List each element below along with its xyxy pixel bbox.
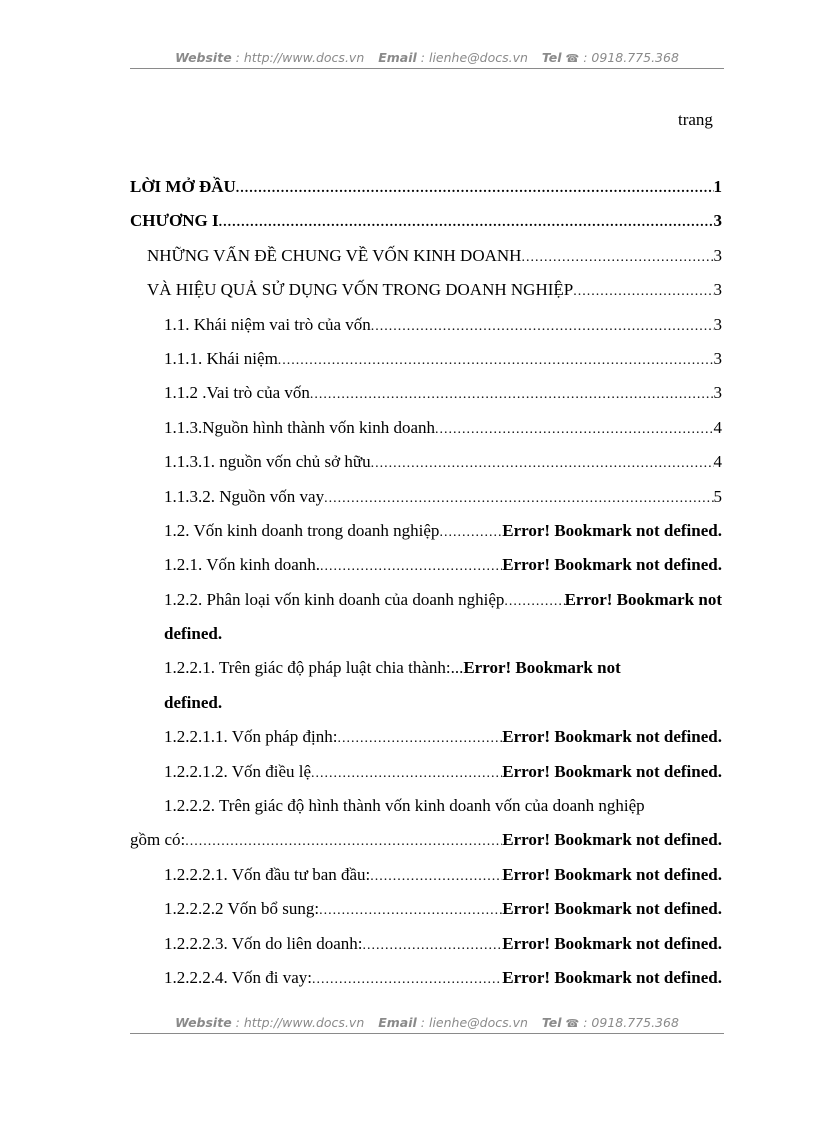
toc-entry[interactable]: 1.2.2. Phân loại vốn kinh doanh của doanh nghiệp ..... Error! Bookmark not defined.	[130, 583, 722, 652]
toc-entry[interactable]: 1.1.3.2. Nguồn vốn vay ..... 5	[130, 480, 722, 514]
toc-entry[interactable]: 1.2.2.1.1. Vốn pháp định: ..... Error! Bookmark not defined.	[130, 720, 722, 754]
toc-entry[interactable]: 1.2.1. Vốn kinh doanh. ..... Error! Bookmark not defined.	[130, 548, 722, 582]
toc-entry[interactable]: 1.1.1. Khái niệm ..... 3	[130, 342, 722, 376]
error-text: Error! Bookmark not defined.	[502, 864, 722, 884]
toc-entry[interactable]: 1.2.2.2.3. Vốn do liên doanh: ..... Error! Bookmark not defined.	[130, 927, 722, 961]
website-label: Website	[175, 1015, 232, 1030]
toc-entry[interactable]: 1.2.2.2.4. Vốn đi vay: ..... Error! Bookmark not defined.	[130, 961, 722, 995]
toc-entry[interactable]: NHỮNG VẤN ĐỀ CHUNG VỀ VỐN KINH DOANH ..... 3	[130, 239, 722, 273]
toc-entry[interactable]: 1.2.2.2.2 Vốn bổ sung: ..... Error! Bookmark not defined.	[130, 892, 722, 926]
table-of-contents	[130, 170, 722, 995]
phone-icon: ☎	[565, 52, 580, 65]
page-footer	[130, 1015, 724, 1034]
toc-entry[interactable]: 1.2.2.1. Trên giác độ pháp luật chia thành:...Error! Bookmark not defined.	[130, 651, 722, 720]
error-text: defined.	[164, 692, 223, 712]
error-text: Error! Bookmark not defined.	[502, 520, 722, 540]
error-text: Error! Bookmark not	[463, 658, 621, 678]
website-label: Website	[175, 50, 232, 65]
page-column-label: trang	[678, 110, 713, 129]
error-text: Error! Bookmark not defined.	[502, 933, 722, 953]
error-text: Error! Bookmark not defined.	[502, 727, 722, 747]
toc-entry[interactable]: LỜI MỞ ĐẦU ..... 1	[130, 170, 722, 204]
email-label: Email	[378, 1015, 417, 1030]
toc-entry[interactable]: 1.2.2.1.2. Vốn điều lệ ..... Error! Bookmark not defined.	[130, 755, 722, 789]
error-text: defined.	[164, 624, 223, 644]
toc-entry[interactable]: 1.2.2.2.1. Vốn đầu tư ban đầu: ..... Error! Bookmark not defined.	[130, 858, 722, 892]
error-text: Error! Bookmark not defined.	[502, 830, 722, 850]
toc-entry[interactable]: 1.1.2 .Vai trò của vốn ..... 3	[130, 376, 722, 410]
page-header	[130, 50, 724, 69]
toc-entry[interactable]: 1.2. Vốn kinh doanh trong doanh nghiệp ..... Error! Bookmark not defined.	[130, 514, 722, 548]
error-text: Error! Bookmark not defined.	[502, 761, 722, 781]
tel-value: : 0918.775.368	[583, 1015, 679, 1030]
email-label: Email	[378, 50, 417, 65]
error-text: Error! Bookmark not defined.	[502, 968, 722, 988]
tel-value: : 0918.775.368	[583, 50, 679, 65]
toc-entry[interactable]: 1.2.2.2. Trên giác độ hình thành vốn kinh doanh vốn của doanh nghiệp gồm có: ..... Error! Bookmark not defined.	[130, 789, 722, 858]
error-text: Error! Bookmark not	[564, 589, 722, 609]
toc-entry[interactable]: 1.1.3.1. nguồn vốn chủ sở hữu ..... 4	[130, 445, 722, 479]
tel-label: Tel	[541, 1015, 562, 1030]
phone-icon: ☎	[565, 1017, 580, 1030]
email-value: : lienhe@docs.vn	[420, 50, 528, 65]
tel-label: Tel	[541, 50, 562, 65]
toc-entry[interactable]: 1.1.3.Nguồn hình thành vốn kinh doanh ..... 4	[130, 411, 722, 445]
website-value: : http://www.docs.vn	[235, 50, 365, 65]
toc-entry[interactable]: CHƯƠNG I ..... 3	[130, 204, 722, 238]
error-text: Error! Bookmark not defined.	[502, 899, 722, 919]
email-value: : lienhe@docs.vn	[420, 1015, 528, 1030]
error-text: Error! Bookmark not defined.	[502, 555, 722, 575]
toc-entry[interactable]: VÀ HIỆU QUẢ SỬ DỤNG VỐN TRONG DOANH NGHIỆP ..... 3	[130, 273, 722, 307]
toc-entry[interactable]: 1.1. Khái niệm vai trò của vốn ..... 3	[130, 308, 722, 342]
website-value: : http://www.docs.vn	[235, 1015, 365, 1030]
